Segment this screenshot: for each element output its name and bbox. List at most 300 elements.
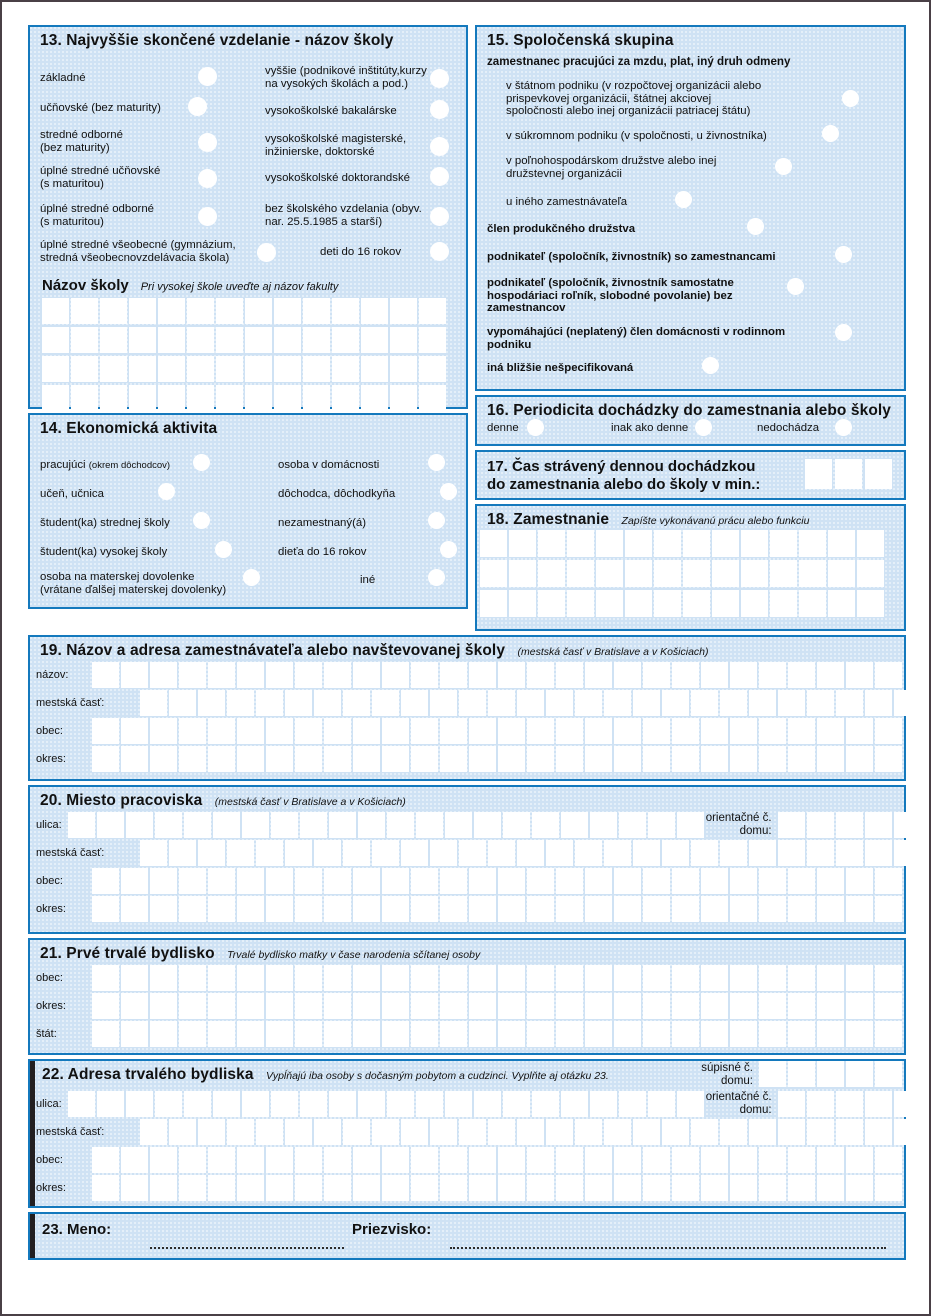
- input-cell[interactable]: [846, 1147, 873, 1173]
- input-cell[interactable]: [419, 356, 446, 382]
- input-cell[interactable]: [846, 1061, 873, 1087]
- input-cell[interactable]: [198, 840, 225, 866]
- input-cell[interactable]: [807, 1119, 834, 1145]
- input-cell[interactable]: [836, 1119, 863, 1145]
- input-cell[interactable]: [807, 812, 834, 838]
- input-cell[interactable]: [121, 1021, 148, 1047]
- input-cell[interactable]: [353, 993, 380, 1019]
- radio-inak-ako-denne[interactable]: [695, 419, 712, 436]
- input-cell[interactable]: [643, 993, 670, 1019]
- input-cell[interactable]: [498, 993, 525, 1019]
- input-cell[interactable]: [701, 965, 728, 991]
- input-cell[interactable]: [179, 965, 206, 991]
- input-cell[interactable]: [382, 993, 409, 1019]
- input-cell[interactable]: [121, 718, 148, 744]
- input-cell[interactable]: [828, 530, 855, 557]
- input-cell[interactable]: [158, 327, 185, 353]
- input-cell[interactable]: [469, 1147, 496, 1173]
- input-cell[interactable]: [150, 662, 177, 688]
- radio-pracujuci[interactable]: [193, 454, 210, 471]
- input-cell[interactable]: [445, 1091, 472, 1117]
- input-cell[interactable]: [770, 560, 797, 587]
- input-cell[interactable]: [807, 690, 834, 716]
- input-cell[interactable]: [828, 590, 855, 617]
- input-cell[interactable]: [353, 662, 380, 688]
- input-cell[interactable]: [353, 965, 380, 991]
- input-cell[interactable]: [158, 298, 185, 324]
- radio-vs-bakalarske[interactable]: [430, 100, 449, 119]
- input-cell[interactable]: [517, 840, 544, 866]
- input-cell[interactable]: [329, 812, 356, 838]
- input-cell[interactable]: [92, 965, 119, 991]
- input-cell[interactable]: [894, 690, 921, 716]
- address-row-cells[interactable]: [92, 746, 904, 772]
- input-cell[interactable]: [778, 812, 805, 838]
- radio-materska-dovolenka[interactable]: [243, 569, 260, 586]
- input-cell[interactable]: [237, 718, 264, 744]
- input-cell[interactable]: [720, 840, 747, 866]
- input-cell[interactable]: [759, 993, 786, 1019]
- radio-ucen-ucnica[interactable]: [158, 483, 175, 500]
- input-cell[interactable]: [875, 1061, 902, 1087]
- input-cell[interactable]: [625, 560, 652, 587]
- input-cell[interactable]: [469, 1175, 496, 1201]
- input-cell[interactable]: [648, 812, 675, 838]
- input-cell[interactable]: [382, 662, 409, 688]
- input-cell[interactable]: [121, 896, 148, 922]
- input-cell[interactable]: [672, 868, 699, 894]
- input-cell[interactable]: [440, 718, 467, 744]
- input-cell[interactable]: [440, 1175, 467, 1201]
- input-cell[interactable]: [788, 1021, 815, 1047]
- input-cell[interactable]: [445, 812, 472, 838]
- input-cell[interactable]: [121, 993, 148, 1019]
- input-cell[interactable]: [440, 993, 467, 1019]
- input-cell[interactable]: [372, 1119, 399, 1145]
- input-cell[interactable]: [158, 356, 185, 382]
- input-cell[interactable]: [71, 298, 98, 324]
- input-cell[interactable]: [237, 993, 264, 1019]
- input-cell[interactable]: [353, 746, 380, 772]
- input-cell[interactable]: [179, 1147, 206, 1173]
- input-cell[interactable]: [788, 746, 815, 772]
- input-cell[interactable]: [701, 746, 728, 772]
- input-cell[interactable]: [353, 868, 380, 894]
- input-cell[interactable]: [184, 1091, 211, 1117]
- input-cell[interactable]: [150, 1147, 177, 1173]
- input-cell[interactable]: [237, 746, 264, 772]
- input-cell[interactable]: [208, 868, 235, 894]
- input-cell[interactable]: [677, 812, 704, 838]
- input-cell[interactable]: [419, 385, 446, 411]
- input-cell[interactable]: [488, 840, 515, 866]
- input-cell[interactable]: [256, 1119, 283, 1145]
- input-cell[interactable]: [274, 356, 301, 382]
- input-cell[interactable]: [817, 718, 844, 744]
- address-row-cells[interactable]: [92, 718, 904, 744]
- input-cell[interactable]: [480, 560, 507, 587]
- input-cell[interactable]: [324, 1147, 351, 1173]
- radio-ine[interactable]: [428, 569, 445, 586]
- input-cell[interactable]: [556, 718, 583, 744]
- input-cell[interactable]: [169, 840, 196, 866]
- input-cell[interactable]: [875, 1175, 902, 1201]
- input-cell[interactable]: [179, 662, 206, 688]
- input-cell[interactable]: [100, 327, 127, 353]
- input-cell[interactable]: [875, 868, 902, 894]
- input-cell[interactable]: [411, 1175, 438, 1201]
- input-cell[interactable]: [469, 718, 496, 744]
- input-cell[interactable]: [614, 1175, 641, 1201]
- input-cell[interactable]: [817, 662, 844, 688]
- input-cell[interactable]: [213, 1091, 240, 1117]
- input-cell[interactable]: [121, 1147, 148, 1173]
- input-cell[interactable]: [227, 690, 254, 716]
- input-cell[interactable]: [179, 1021, 206, 1047]
- input-cell[interactable]: [332, 327, 359, 353]
- input-cell[interactable]: [324, 746, 351, 772]
- input-cell[interactable]: [480, 530, 507, 557]
- input-cell[interactable]: [846, 662, 873, 688]
- input-cell[interactable]: [469, 868, 496, 894]
- input-cell[interactable]: [92, 746, 119, 772]
- input-cell[interactable]: [361, 327, 388, 353]
- input-cell[interactable]: [416, 812, 443, 838]
- input-cell[interactable]: [672, 993, 699, 1019]
- input-cell[interactable]: [237, 662, 264, 688]
- input-cell[interactable]: [807, 1091, 834, 1117]
- input-cell[interactable]: [567, 590, 594, 617]
- input-cell[interactable]: [759, 718, 786, 744]
- input-cell[interactable]: [295, 868, 322, 894]
- input-cell[interactable]: [150, 718, 177, 744]
- input-cell[interactable]: [672, 1147, 699, 1173]
- input-cell[interactable]: [126, 812, 153, 838]
- address-row-cells[interactable]: [92, 1021, 904, 1047]
- input-cell[interactable]: [585, 718, 612, 744]
- input-cell[interactable]: [150, 993, 177, 1019]
- input-cell[interactable]: [150, 1021, 177, 1047]
- input-cell[interactable]: [274, 298, 301, 324]
- input-cell[interactable]: [788, 718, 815, 744]
- input-cell[interactable]: [828, 560, 855, 587]
- input-cell[interactable]: [266, 868, 293, 894]
- input-cell[interactable]: [614, 896, 641, 922]
- input-cell[interactable]: [643, 1147, 670, 1173]
- input-cell[interactable]: [596, 590, 623, 617]
- input-cell[interactable]: [332, 356, 359, 382]
- input-cell[interactable]: [749, 840, 776, 866]
- input-cell[interactable]: [187, 356, 214, 382]
- input-cell[interactable]: [590, 1091, 617, 1117]
- input-cell[interactable]: [303, 356, 330, 382]
- input-cell[interactable]: [556, 965, 583, 991]
- input-cell[interactable]: [654, 560, 681, 587]
- input-cell[interactable]: [295, 746, 322, 772]
- input-cell[interactable]: [585, 965, 612, 991]
- input-cell[interactable]: [303, 327, 330, 353]
- input-cell[interactable]: [387, 812, 414, 838]
- radio-podnikatel-bez-zamestnancov[interactable]: [787, 278, 804, 295]
- input-cell[interactable]: [701, 1147, 728, 1173]
- input-cell[interactable]: [216, 356, 243, 382]
- input-cell[interactable]: [208, 965, 235, 991]
- input-cell[interactable]: [817, 1147, 844, 1173]
- input-cell[interactable]: [585, 868, 612, 894]
- input-cell[interactable]: [401, 690, 428, 716]
- input-cell[interactable]: [741, 560, 768, 587]
- input-cell[interactable]: [527, 662, 554, 688]
- input-cell[interactable]: [875, 965, 902, 991]
- input-cell[interactable]: [324, 868, 351, 894]
- input-cell[interactable]: [527, 993, 554, 1019]
- input-cell[interactable]: [556, 1175, 583, 1201]
- input-cell[interactable]: [503, 812, 530, 838]
- input-cell[interactable]: [527, 1147, 554, 1173]
- input-cell[interactable]: [654, 530, 681, 557]
- input-cell[interactable]: [643, 868, 670, 894]
- input-cell[interactable]: [741, 590, 768, 617]
- radio-iny-zamestnavatel[interactable]: [675, 191, 692, 208]
- input-cell[interactable]: [788, 896, 815, 922]
- input-cell[interactable]: [575, 690, 602, 716]
- input-cell[interactable]: [245, 356, 272, 382]
- radio-zakladne[interactable]: [198, 67, 217, 86]
- input-cell[interactable]: [846, 1175, 873, 1201]
- input-cell[interactable]: [532, 812, 559, 838]
- input-cell[interactable]: [382, 1175, 409, 1201]
- input-cell[interactable]: [382, 1021, 409, 1047]
- input-cell[interactable]: [361, 385, 388, 411]
- input-cell[interactable]: [604, 840, 631, 866]
- input-cell[interactable]: [590, 812, 617, 838]
- input-cell[interactable]: [469, 746, 496, 772]
- input-cell[interactable]: [575, 840, 602, 866]
- input-cell[interactable]: [509, 590, 536, 617]
- input-cell[interactable]: [187, 298, 214, 324]
- input-cell[interactable]: [585, 1021, 612, 1047]
- input-cell[interactable]: [759, 1147, 786, 1173]
- input-cell[interactable]: [469, 1021, 496, 1047]
- input-cell[interactable]: [92, 896, 119, 922]
- input-cell[interactable]: [575, 1119, 602, 1145]
- input-cell[interactable]: [274, 385, 301, 411]
- input-cell[interactable]: [517, 690, 544, 716]
- input-cell[interactable]: [730, 718, 757, 744]
- address-row-cells[interactable]: [92, 993, 904, 1019]
- input-cell[interactable]: [527, 965, 554, 991]
- supisne-cislo-domu-cells[interactable]: [759, 1061, 904, 1087]
- radio-nedochadza[interactable]: [835, 419, 852, 436]
- input-cell[interactable]: [324, 993, 351, 1019]
- input-cell[interactable]: [266, 993, 293, 1019]
- input-cell[interactable]: [324, 1175, 351, 1201]
- input-cell[interactable]: [266, 1175, 293, 1201]
- input-cell[interactable]: [343, 840, 370, 866]
- input-cell[interactable]: [788, 1061, 815, 1087]
- input-cell[interactable]: [788, 1175, 815, 1201]
- input-cell[interactable]: [198, 690, 225, 716]
- input-cell[interactable]: [332, 298, 359, 324]
- input-cell[interactable]: [266, 718, 293, 744]
- input-cell[interactable]: [498, 662, 525, 688]
- input-cell[interactable]: [295, 662, 322, 688]
- input-cell[interactable]: [875, 993, 902, 1019]
- input-cell[interactable]: [614, 746, 641, 772]
- input-cell[interactable]: [440, 662, 467, 688]
- input-cell[interactable]: [701, 896, 728, 922]
- input-cell[interactable]: [619, 812, 646, 838]
- input-cell[interactable]: [300, 1091, 327, 1117]
- input-cell[interactable]: [266, 896, 293, 922]
- input-cell[interactable]: [184, 812, 211, 838]
- input-cell[interactable]: [648, 1091, 675, 1117]
- input-cell[interactable]: [303, 385, 330, 411]
- input-cell[interactable]: [100, 385, 127, 411]
- input-cell[interactable]: [274, 327, 301, 353]
- input-cell[interactable]: [266, 746, 293, 772]
- input-cell[interactable]: [730, 896, 757, 922]
- address-row-cells[interactable]: [92, 896, 904, 922]
- input-cell[interactable]: [245, 327, 272, 353]
- input-cell[interactable]: [865, 812, 892, 838]
- address-row-cells[interactable]: [92, 868, 904, 894]
- input-cell[interactable]: [846, 896, 873, 922]
- input-cell[interactable]: [567, 530, 594, 557]
- input-cell[interactable]: [216, 327, 243, 353]
- input-cell[interactable]: [527, 868, 554, 894]
- input-cell[interactable]: [92, 993, 119, 1019]
- input-cell[interactable]: [556, 993, 583, 1019]
- input-cell[interactable]: [836, 690, 863, 716]
- input-cell[interactable]: [71, 356, 98, 382]
- input-cell[interactable]: [140, 840, 167, 866]
- input-cell[interactable]: [158, 385, 185, 411]
- input-cell[interactable]: [701, 868, 728, 894]
- input-cell[interactable]: [295, 993, 322, 1019]
- input-cell[interactable]: [556, 868, 583, 894]
- input-cell[interactable]: [245, 385, 272, 411]
- input-cell[interactable]: [92, 868, 119, 894]
- input-cell[interactable]: [390, 327, 417, 353]
- input-cell[interactable]: [237, 896, 264, 922]
- input-cell[interactable]: [411, 896, 438, 922]
- input-cell[interactable]: [643, 965, 670, 991]
- input-cell[interactable]: [527, 718, 554, 744]
- input-cell[interactable]: [343, 1119, 370, 1145]
- input-cell[interactable]: [875, 662, 902, 688]
- input-cell[interactable]: [643, 1021, 670, 1047]
- input-cell[interactable]: [788, 965, 815, 991]
- input-cell[interactable]: [332, 385, 359, 411]
- input-cell[interactable]: [604, 690, 631, 716]
- radio-student-strednej[interactable]: [193, 512, 210, 529]
- input-cell[interactable]: [894, 1091, 921, 1117]
- input-cell[interactable]: [875, 1021, 902, 1047]
- input-cell[interactable]: [68, 812, 95, 838]
- input-cell[interactable]: [730, 993, 757, 1019]
- input-cell[interactable]: [662, 1119, 689, 1145]
- input-cell[interactable]: [759, 896, 786, 922]
- input-cell[interactable]: [208, 896, 235, 922]
- input-cell[interactable]: [382, 896, 409, 922]
- input-cell[interactable]: [749, 1119, 776, 1145]
- input-cell[interactable]: [343, 690, 370, 716]
- input-cell[interactable]: [92, 718, 119, 744]
- input-cell[interactable]: [532, 1091, 559, 1117]
- input-cell[interactable]: [585, 993, 612, 1019]
- input-cell[interactable]: [556, 1147, 583, 1173]
- radio-vs-doktorandske[interactable]: [430, 167, 449, 186]
- input-cell[interactable]: [625, 590, 652, 617]
- input-cell[interactable]: [807, 840, 834, 866]
- input-cell[interactable]: [71, 385, 98, 411]
- input-cell[interactable]: [770, 590, 797, 617]
- input-cell[interactable]: [759, 1175, 786, 1201]
- input-cell[interactable]: [817, 965, 844, 991]
- input-cell[interactable]: [419, 327, 446, 353]
- input-cell[interactable]: [614, 1021, 641, 1047]
- address-row-cells[interactable]: [68, 812, 706, 838]
- radio-deti-do-16[interactable]: [430, 242, 449, 261]
- input-cell[interactable]: [585, 1175, 612, 1201]
- input-cell[interactable]: [683, 560, 710, 587]
- address-row-cells[interactable]: [140, 690, 923, 716]
- input-cell[interactable]: [730, 746, 757, 772]
- input-cell[interactable]: [208, 1175, 235, 1201]
- input-cell[interactable]: [129, 327, 156, 353]
- input-cell[interactable]: [179, 746, 206, 772]
- input-cell[interactable]: [169, 1119, 196, 1145]
- input-cell[interactable]: [817, 993, 844, 1019]
- input-cell[interactable]: [799, 530, 826, 557]
- input-cell[interactable]: [419, 298, 446, 324]
- input-cell[interactable]: [121, 662, 148, 688]
- input-cell[interactable]: [440, 1147, 467, 1173]
- input-cell[interactable]: [324, 965, 351, 991]
- input-cell[interactable]: [187, 385, 214, 411]
- school-name-grid[interactable]: [42, 298, 466, 414]
- input-cell[interactable]: [237, 1175, 264, 1201]
- input-cell[interactable]: [474, 812, 501, 838]
- input-cell[interactable]: [759, 868, 786, 894]
- input-cell[interactable]: [643, 1175, 670, 1201]
- input-cell[interactable]: [759, 1061, 786, 1087]
- input-cell[interactable]: [216, 298, 243, 324]
- input-cell[interactable]: [527, 746, 554, 772]
- input-cell[interactable]: [324, 718, 351, 744]
- radio-osoba-v-domacnosti[interactable]: [428, 454, 445, 471]
- input-cell[interactable]: [372, 840, 399, 866]
- input-cell[interactable]: [430, 690, 457, 716]
- input-cell[interactable]: [619, 1091, 646, 1117]
- address-row-cells[interactable]: [92, 662, 904, 688]
- radio-dochodca[interactable]: [440, 483, 457, 500]
- input-cell[interactable]: [295, 1021, 322, 1047]
- input-cell[interactable]: [179, 993, 206, 1019]
- input-cell[interactable]: [411, 1021, 438, 1047]
- radio-uplne-stredne-ucnovske[interactable]: [198, 169, 217, 188]
- input-cell[interactable]: [778, 1119, 805, 1145]
- address-row-cells[interactable]: [68, 1091, 706, 1117]
- input-cell[interactable]: [208, 1147, 235, 1173]
- input-cell[interactable]: [285, 1119, 312, 1145]
- radio-nezamestnany[interactable]: [428, 512, 445, 529]
- input-cell[interactable]: [683, 530, 710, 557]
- input-cell[interactable]: [382, 965, 409, 991]
- input-cell[interactable]: [778, 840, 805, 866]
- input-cell[interactable]: [596, 560, 623, 587]
